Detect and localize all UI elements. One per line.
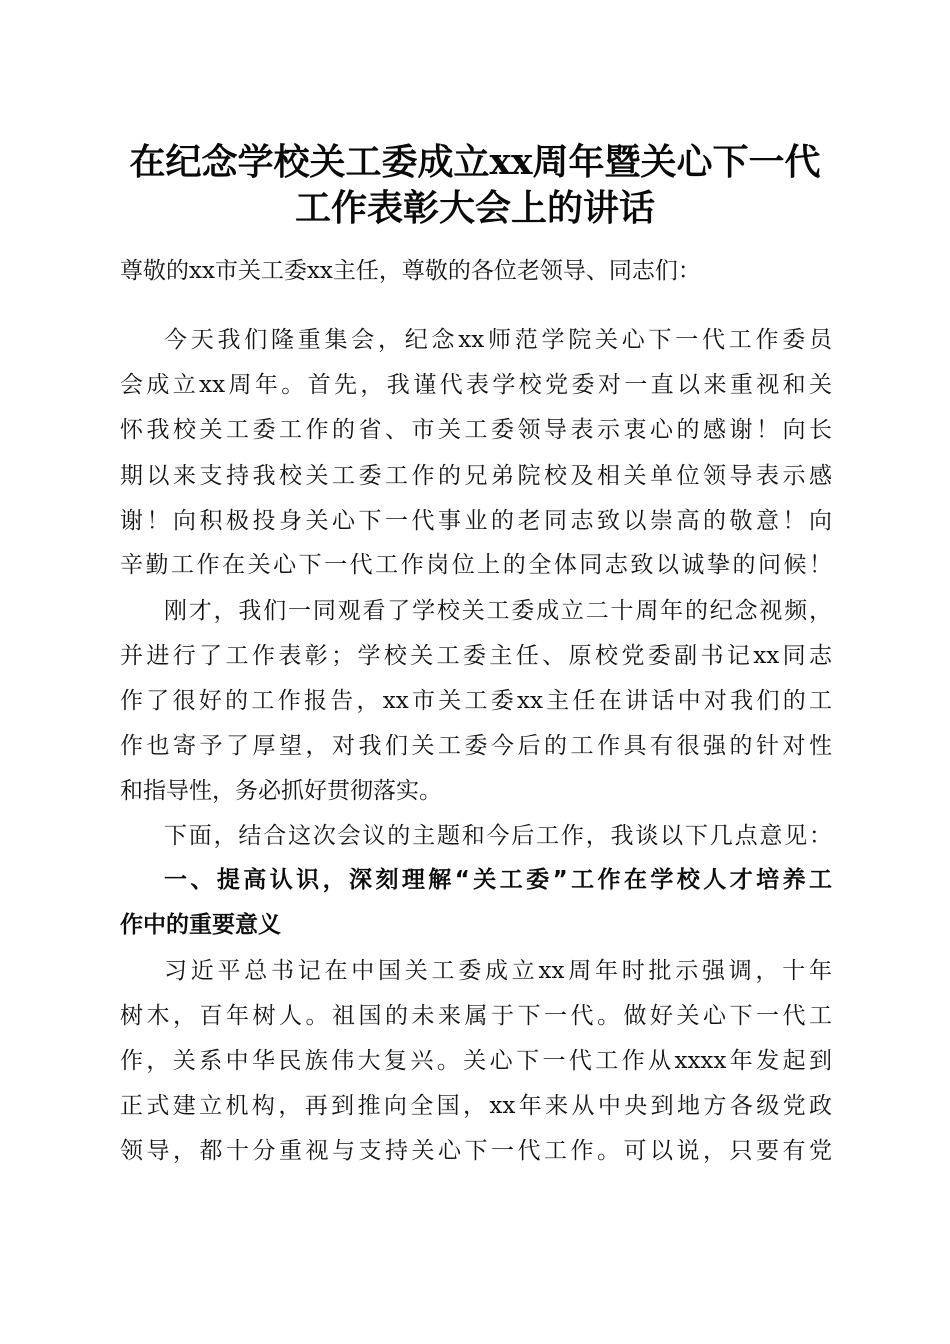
paragraph-line: 刚才，我们一同观看了学校关工委成立二十周年的纪念视频，	[164, 598, 832, 624]
document-title-line-1: 在纪念学校关工委成立xx周年暨关心下一代	[129, 141, 821, 183]
section-heading-continued: 作中的重要意义	[120, 912, 281, 938]
paragraph-line: 领导，都十分重视与支持关心下一代工作。可以说，只要有党	[120, 1138, 832, 1164]
paragraph-line: 树木，百年树人。祖国的未来属于下一代。做好关心下一代工	[120, 1003, 832, 1029]
paragraph-line: 怀我校关工委工作的省、市关工委领导表示衷心的感谢！向长	[120, 417, 832, 443]
paragraph-line: 会成立xx周年。首先，我谨代表学校党委对一直以来重视和关	[120, 372, 832, 398]
paragraph-line: 和指导性，务必抓好贯彻落实。	[120, 778, 442, 804]
paragraph-line: 作，关系中华民族伟大复兴。关心下一代工作从xxxx年发起到	[120, 1048, 832, 1074]
paragraph-line: 正式建立机构，再到推向全国，xx年来从中央到地方各级党政	[120, 1093, 832, 1119]
paragraph-line: 辛勤工作在关心下一代工作岗位上的全体同志致以诚挚的问候！	[120, 552, 832, 578]
document-title-line-2: 工作表彰大会上的讲话	[294, 187, 655, 229]
paragraph-line: 今天我们隆重集会，纪念xx师范学院关心下一代工作委员	[164, 327, 832, 353]
paragraph-line: 并进行了工作表彰；学校关工委主任、原校党委副书记xx同志	[120, 643, 832, 669]
paragraph-line: 谢！向积极投身关心下一代事业的老同志致以崇高的敬意！向	[120, 508, 832, 534]
salutation: 尊敬的xx市关工委xx主任，尊敬的各位老领导、同志们：	[120, 258, 701, 284]
paragraph-line: 习近平总书记在中国关工委成立xx周年时批示强调，十年	[164, 958, 832, 984]
paragraph-line: 作了很好的工作报告，xx市关工委xx主任在讲话中对我们的工	[120, 688, 832, 714]
paragraph-line: 期以来支持我校关工委工作的兄弟院校及相关单位领导表示感	[120, 463, 832, 489]
paragraph-line: 作也寄予了厚望，对我们关工委今后的工作具有很强的针对性	[120, 733, 832, 759]
section-heading: 一、提高认识，深刻理解“关工委”工作在学校人才培养工	[164, 867, 832, 893]
paragraph-line: 下面，结合这次会议的主题和今后工作，我谈以下几点意见：	[164, 823, 832, 849]
